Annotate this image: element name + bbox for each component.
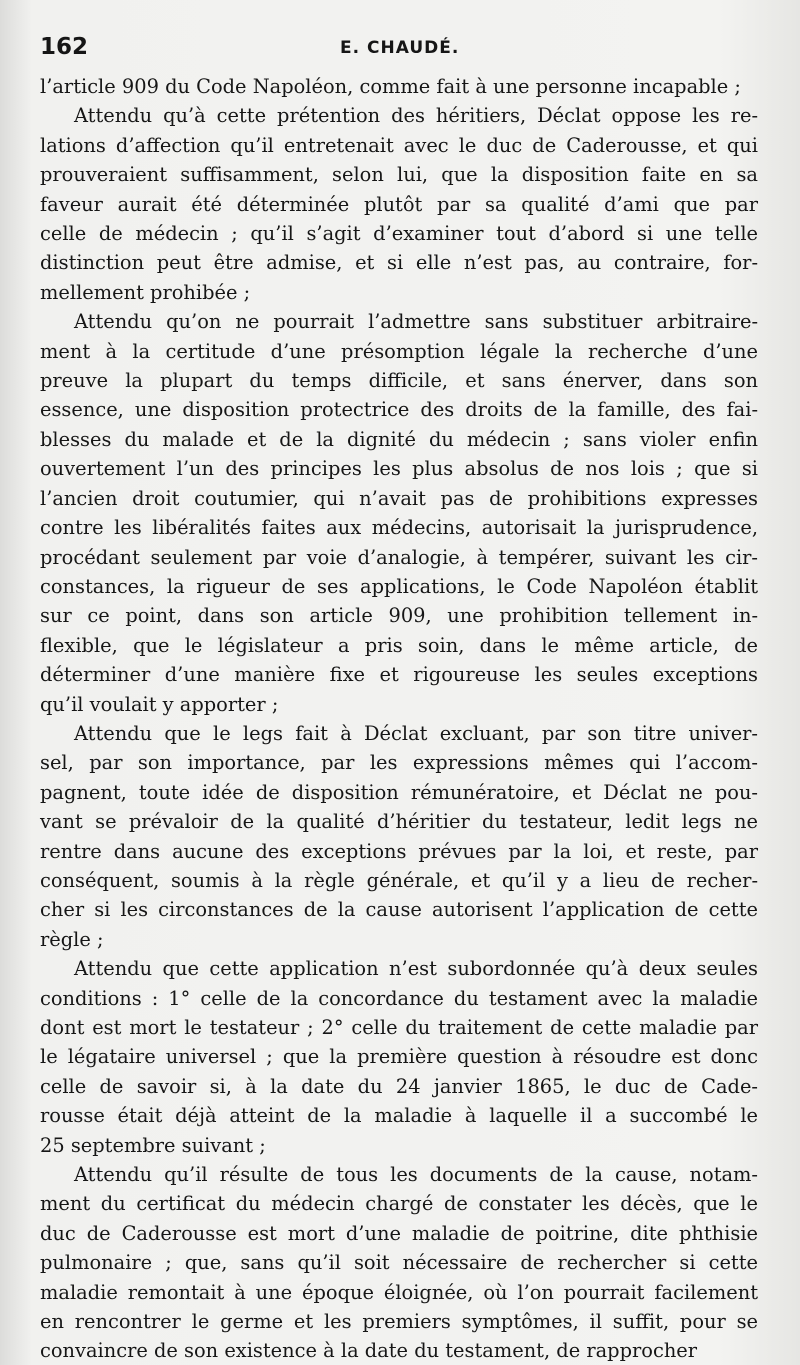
text-line: Attendu que le legs fait à Déclat excluant, par son titre univer- (74, 721, 758, 745)
text-line: lations d’affection qu’il entretenait avec le duc de Caderousse, et qui (40, 133, 758, 157)
text-line: Attendu qu’à cette prétention des héritiers, Déclat oppose les re- (74, 104, 758, 128)
text-line: sel, par son importance, par les expressions mêmes qui l’accom- (40, 751, 758, 775)
text-line: l’ancien droit coutumier, qui n’avait pas de prohibitions expresses (40, 486, 758, 510)
text-line: contre les libéralités faites aux médecins, autorisait la jurisprudence, (40, 516, 758, 540)
page-number: 162 (40, 34, 89, 60)
paragraph (40, 1160, 758, 1365)
text-line: ouvertement l’un des principes les plus absolus de nos lois ; que si (40, 457, 758, 481)
text-line: flexible, que le législateur a pris soin, dans le même article, de (40, 633, 758, 657)
text-line: prouveraient suffisamment, selon lui, que la disposition faite en sa (40, 163, 758, 187)
text-line: celle de médecin ; qu’il s’agit d’examiner tout d’abord si une telle (40, 222, 758, 246)
text-line: ment à la certitude d’une présomption légale la recherche d’une (40, 339, 758, 363)
paragraph (40, 719, 758, 954)
page-header (40, 34, 760, 66)
text-line: le légataire universel ; que la première question à résoudre est donc (40, 1045, 758, 1069)
text-line: dont est mort le testateur ; 2° celle du traitement de cette maladie par (40, 1016, 758, 1039)
paragraph (40, 72, 758, 101)
text-line: pulmonaire ; que, sans qu’il soit nécessaire de rechercher si cette (40, 1251, 758, 1275)
text-line: conditions : 1° celle de la concordance du testament avec la maladie (40, 986, 758, 1010)
text-line: ment du certificat du médecin chargé de constater les décès, que le (40, 1192, 758, 1216)
text-line: preuve la plupart du temps difficile, et sans énerver, dans son (40, 369, 758, 393)
text-line: constances, la rigueur de ses applications, le Code Napoléon établit (40, 574, 758, 598)
text-line: pagnent, toute idée de disposition rémunératoire, et Déclat ne pou- (40, 780, 758, 804)
text-line: procédant seulement par voie d’analogie, à tempérer, suivant les cir- (40, 545, 758, 569)
body-text (40, 72, 758, 1365)
text-line: qu’il voulait y apporter ; (40, 692, 279, 716)
text-line: blesses du malade et de la dignité du médecin ; sans violer enfin (40, 427, 758, 451)
text-line: conséquent, soumis à la règle générale, et qu’il y a lieu de recher- (40, 868, 758, 892)
text-line: cher si les circonstances de la cause autorisent l’application de cette (40, 898, 758, 922)
paragraph (40, 307, 758, 719)
text-line: rentre dans aucune des exceptions prévues par la loi, et reste, par (40, 839, 758, 863)
running-head: E. CHAUDÉ. (340, 38, 460, 58)
text-line: maladie remontait à une époque éloignée, où l’on pourrait facilement (40, 1280, 758, 1304)
text-line: sur ce point, dans son article 909, une prohibition tellement in- (40, 604, 758, 628)
paragraph (40, 954, 758, 1160)
text-line: faveur aurait été déterminée plutôt par sa qualité d’ami que par (40, 192, 758, 216)
text-line: en rencontrer le germe et les premiers symptômes, il suffit, pour se (40, 1310, 758, 1334)
text-line: Attendu que cette application n’est subordonnée qu’à deux seules (74, 957, 758, 981)
text-line: duc de Caderousse est mort d’une maladie de poitrine, dite phthisie (40, 1221, 758, 1245)
text-line: Attendu qu’on ne pourrait l’admettre sans substituer arbitraire- (74, 310, 758, 334)
text-line: rousse était déjà atteint de la maladie à laquelle il a succombé le (40, 1104, 758, 1128)
text-line: mellement prohibée ; (40, 280, 251, 304)
text-line: l’article 909 du Code Napoléon, comme fait à une personne incapable ; (40, 75, 741, 98)
text-line: essence, une disposition protectrice des droits de la famille, des fai- (40, 398, 758, 422)
text-line: 25 septembre suivant ; (40, 1133, 266, 1157)
text-line: celle de savoir si, à la date du 24 janvier 1865, le duc de Cade- (40, 1074, 758, 1098)
text-line: distinction peut être admise, et si elle n’est pas, au contraire, for- (40, 251, 758, 275)
text-line: Attendu qu’il résulte de tous les documents de la cause, notam- (74, 1163, 758, 1187)
text-line: règle ; (40, 927, 104, 951)
text-line: convaincre de son existence à la date du testament, de rapprocher (40, 1339, 698, 1363)
text-line: déterminer d’une manière fixe et rigoureuse les seules exceptions (40, 663, 758, 687)
text-line: vant se prévaloir de la qualité d’héritier du testateur, ledit legs ne (40, 810, 758, 834)
paragraph (40, 101, 758, 307)
